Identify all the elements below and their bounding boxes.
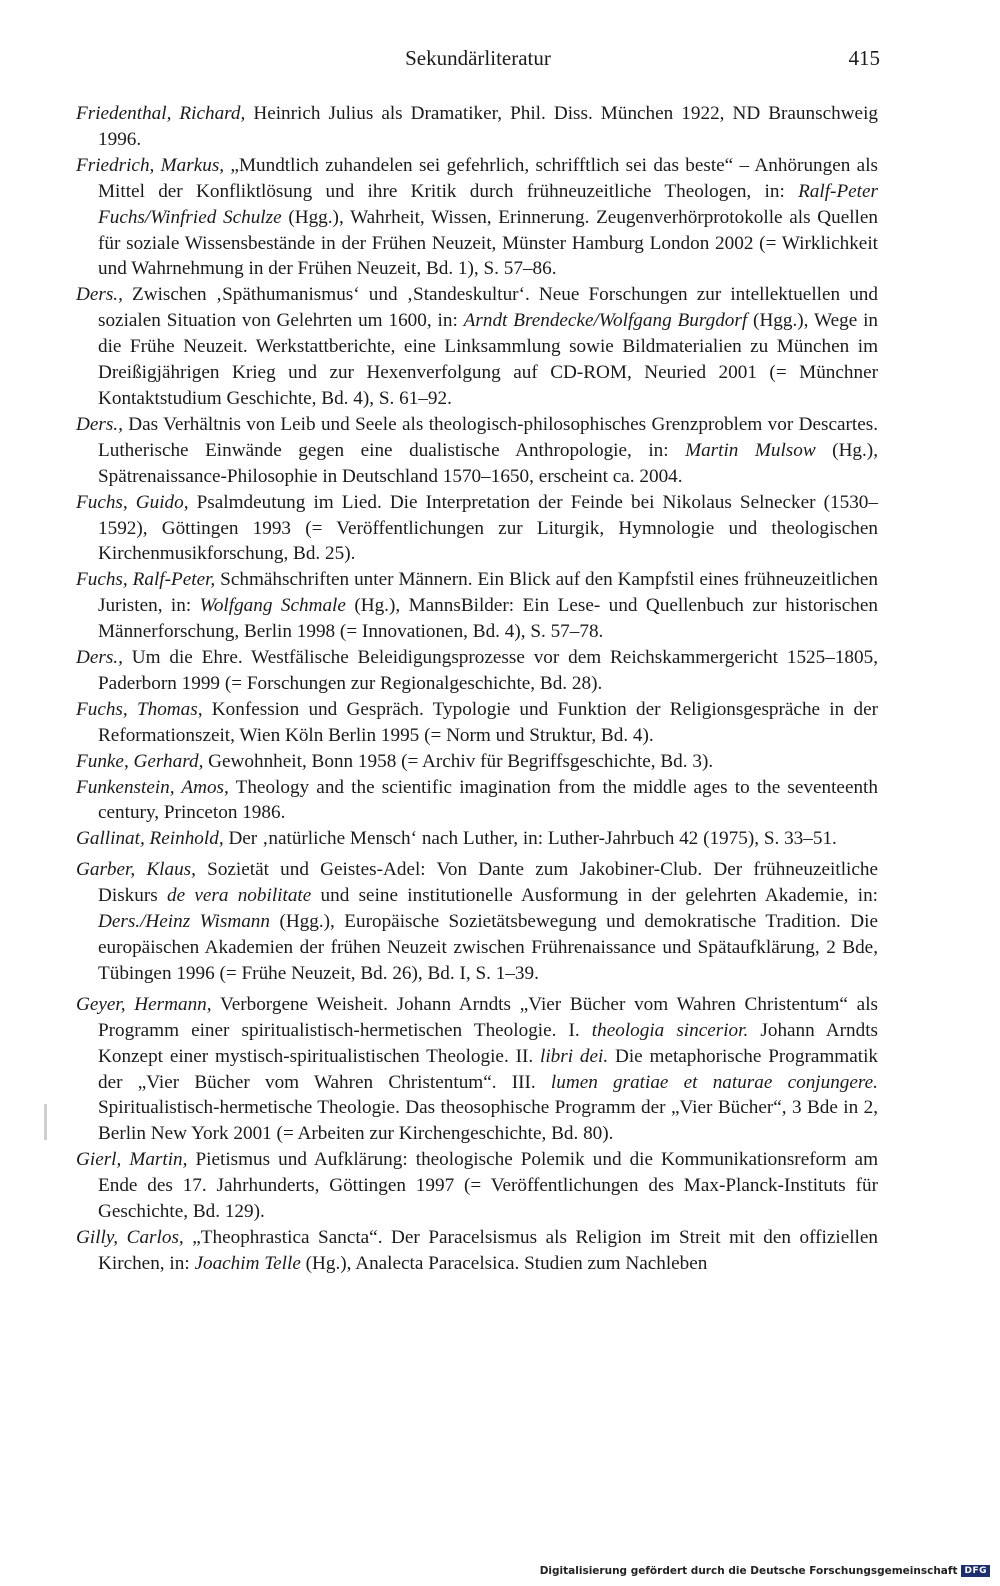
entry-italic-text: Wolfgang Schmale — [199, 595, 346, 617]
bibliography-entry — [76, 282, 878, 412]
bibliography-entry — [76, 992, 878, 1147]
entry-text: Theology and the scientific imagination from the middle ages to the seventeenth century, Princeton 1986. — [98, 776, 878, 824]
entry-text: (Hg.), Analecta Paracelsica. Studien zum Nachleben — [300, 1252, 708, 1274]
entry-text: Verborgene Weisheit. Johann Arndts „Vier Bücher vom Wahren Christentum“ als Programm einer spiritualistisch-hermetischen Theologie. I. — [98, 993, 878, 1041]
entry-italic-text: Fuchs, Thomas, — [76, 698, 203, 720]
entry-italic-text: Friedrich, Markus, — [76, 154, 225, 176]
bibliography-entry — [76, 826, 878, 852]
entry-italic-text: Fuchs, Guido, — [76, 491, 189, 513]
bibliography-entry — [76, 567, 878, 645]
entry-italic-text: Funkenstein, Amos, — [76, 776, 229, 798]
entry-text: „Mundtlich zuhandelen sei gefehrlich, schrifftlich sei das beste“ – Anhörungen als Mittel der Konfliktlösung und ihre Kritik durch frühneuzeitliche Theologen, in: — [98, 154, 878, 202]
entry-italic-text: Ders., — [76, 284, 123, 306]
entry-italic-text: Joachim Telle — [194, 1252, 301, 1274]
entry-text: Heinrich Julius als Dramatiker, Phil. Diss. München 1922, ND Braunschweig 1996. — [98, 103, 878, 150]
bibliography-entry — [76, 490, 878, 568]
bibliography-entry — [76, 775, 878, 827]
bibliography-entry — [76, 749, 878, 775]
bibliography-entry — [76, 857, 878, 987]
running-head: Sekundärliteratur — [405, 46, 551, 70]
bibliography-entry — [76, 412, 878, 490]
bibliography-entry — [76, 1147, 878, 1225]
entry-text: (Hg.), MannsBilder: Ein Lese- und Quellenbuch zur historischen Männerforschung, Berlin 1998 (= Innovationen, Bd. 4), S. 57–78. — [98, 595, 878, 643]
bibliography-entry — [76, 697, 878, 749]
entry-text: und seine institutionelle Ausformung in der gelehrten Akademie, in: — [311, 885, 879, 907]
bibliography-list — [76, 101, 878, 1277]
entry-italic-text: lumen gratiae et naturae conjungere. — [550, 1071, 878, 1093]
entry-text: Psalmdeutung im Lied. Die Interpretation der Feinde bei Nikolaus Selnecker (1530–1592), Göttingen 1993 (= Veröffentlichungen zur Liturgik, Hymnologie und theologischen Kirchenmusikforschung, Bd. 25). — [98, 491, 878, 565]
entry-italic-text: Gilly, Carlos, — [76, 1226, 184, 1248]
entry-text: Konfession und Gespräch. Typologie und Funktion der Religionsgespräche in der Reformationszeit, Wien Köln Berlin 1995 (= Norm und Struktur, Bd. 4). — [98, 698, 878, 746]
entry-text: „Theophrastica Sancta“. Der Paracelsismus als Religion im Streit mit den offiziellen Kirchen, in: — [98, 1226, 878, 1274]
entry-text: (Hgg.), Europäische Sozietätsbewegung und demokratische Tradition. Die europäischen Akademien der frühen Neuzeit zwischen Frührenaissance und Spätaufklärung, 2 Bde, Tübingen 1996 (= Frühe Neuzeit, Bd. 26), Bd. I, S. 1–39. — [98, 911, 878, 984]
entry-italic-text: Funke, Gerhard, — [76, 750, 204, 772]
entry-italic-text: Garber, Klaus, — [76, 859, 196, 881]
entry-italic-text: libri dei. — [540, 1045, 609, 1067]
footer — [540, 1562, 990, 1580]
entry-text: Das Verhältnis von Leib und Seele als theologisch-philosophisches Grenzproblem vor Descartes. Lutherische Einwände gegen eine dualistische Anthropologie, in: — [98, 413, 878, 461]
entry-text: Gewohnheit, Bonn 1958 (= Archiv für Begriffsgeschichte, Bd. 3). — [203, 750, 714, 772]
bibliography-entry — [76, 1225, 878, 1277]
entry-italic-text: Martin Mulsow — [685, 439, 816, 461]
entry-italic-text: Friedenthal, Richard, — [76, 103, 246, 124]
entry-italic-text: Ralf-Peter Fuchs/Winfried Schulze — [98, 180, 878, 228]
entry-italic-text: theologia sincerior. — [591, 1019, 749, 1041]
entry-text: Der ‚natürliche Mensch‘ nach Luther, in: Luther-Jahrbuch 42 (1975), S. 33–51. — [223, 828, 837, 850]
entry-italic-text: Ders./Heinz Wismann — [98, 911, 270, 933]
entry-italic-text: Gallinat, Reinhold, — [76, 828, 224, 850]
footer-text: Digitalisierung gefördert durch die Deutsche Forschungsgemeinschaft — [539, 1565, 958, 1577]
entry-text: (Hgg.), Wahrheit, Wissen, Erinnerung. Zeugenverhörprotokolle als Quellen für soziale Wissensbestände in der Frühen Neuzeit, Münster Hamburg London 2002 (= Wirklichkeit und Wahrnehmung in der Frühen Neuzeit, Bd. 1), S. 57–86. — [98, 206, 878, 280]
entry-italic-text: Ders., — [76, 647, 123, 669]
page-header — [76, 46, 880, 78]
entry-text: Zwischen ‚Späthumanismus‘ und ‚Standeskultur‘. Neue Forschungen zur intellektuellen und sozialen Situation von Gelehrten um 1600, in: — [98, 284, 878, 332]
entry-text: Um die Ehre. Westfälische Beleidigungsprozesse vor dem Reichskammergericht 1525–1805, Paderborn 1999 (= Forschungen zur Regionalgeschichte, Bd. 28). — [98, 647, 878, 694]
entry-text: Pietismus und Aufklärung: theologische Polemik und die Kommunikationsreform am Ende des 17. Jahrhunderts, Göttingen 1997 (= Veröffentlichungen des Max-Planck-Instituts für Geschichte, Bd. 129). — [98, 1149, 878, 1223]
entry-italic-text: Arndt Brendecke/Wolfgang Burgdorf — [463, 310, 748, 332]
entry-text: (Hgg.), Wege in die Frühe Neuzeit. Werkstattberichte, eine Linksammlung sowie Bildmaterialien zu München im Dreißigjährigen Krieg und zur Hexenverfolgung auf CD-ROM, Neuried 2001 (= Münchner Kontaktstudium Geschichte, Bd. 4), S. 61–92. — [98, 310, 879, 409]
scan-mark — [44, 1104, 47, 1140]
bibliography-entry — [76, 153, 878, 283]
entry-text: Sozietät und Geistes-Adel: Von Dante zum Jakobiner-Club. Der frühneuzeitliche Diskurs — [98, 859, 879, 907]
dfg-logo: DFG — [961, 1565, 990, 1577]
entry-text: Johann Arndts Konzept einer mystisch-spiritualistischen Theologie. II. — [98, 1019, 878, 1067]
entry-italic-text: Ders., — [76, 413, 123, 435]
entry-text: Spiritualistisch-hermetische Theologie. Das theosophische Programm der „Vier Bücher“, 3 Bde in 2, Berlin New York 2001 (= Arbeiten zur Kirchengeschichte, Bd. 80). — [98, 1097, 878, 1145]
page-number: 415 — [848, 46, 880, 70]
entry-italic-text: Gierl, Martin, — [76, 1149, 188, 1171]
entry-text: Schmähschriften unter Männern. Ein Blick auf den Kampfstil eines frühneuzeitlichen Juristen, in: — [98, 569, 878, 617]
bibliography-entry — [76, 645, 878, 697]
entry-italic-text: Fuchs, Ralf-Peter, — [76, 569, 216, 591]
entry-italic-text: Geyer, Hermann, — [76, 993, 212, 1015]
bibliography-entry — [76, 101, 878, 153]
entry-text: Die metaphorische Programmatik der „Vier Bücher vom Wahren Christentum“. III. — [98, 1045, 879, 1093]
entry-text: (Hg.), Spätrenaissance-Philosophie in Deutschland 1570–1650, erscheint ca. 2004. — [98, 439, 878, 487]
entry-italic-text: de vera nobilitate — [166, 885, 312, 907]
